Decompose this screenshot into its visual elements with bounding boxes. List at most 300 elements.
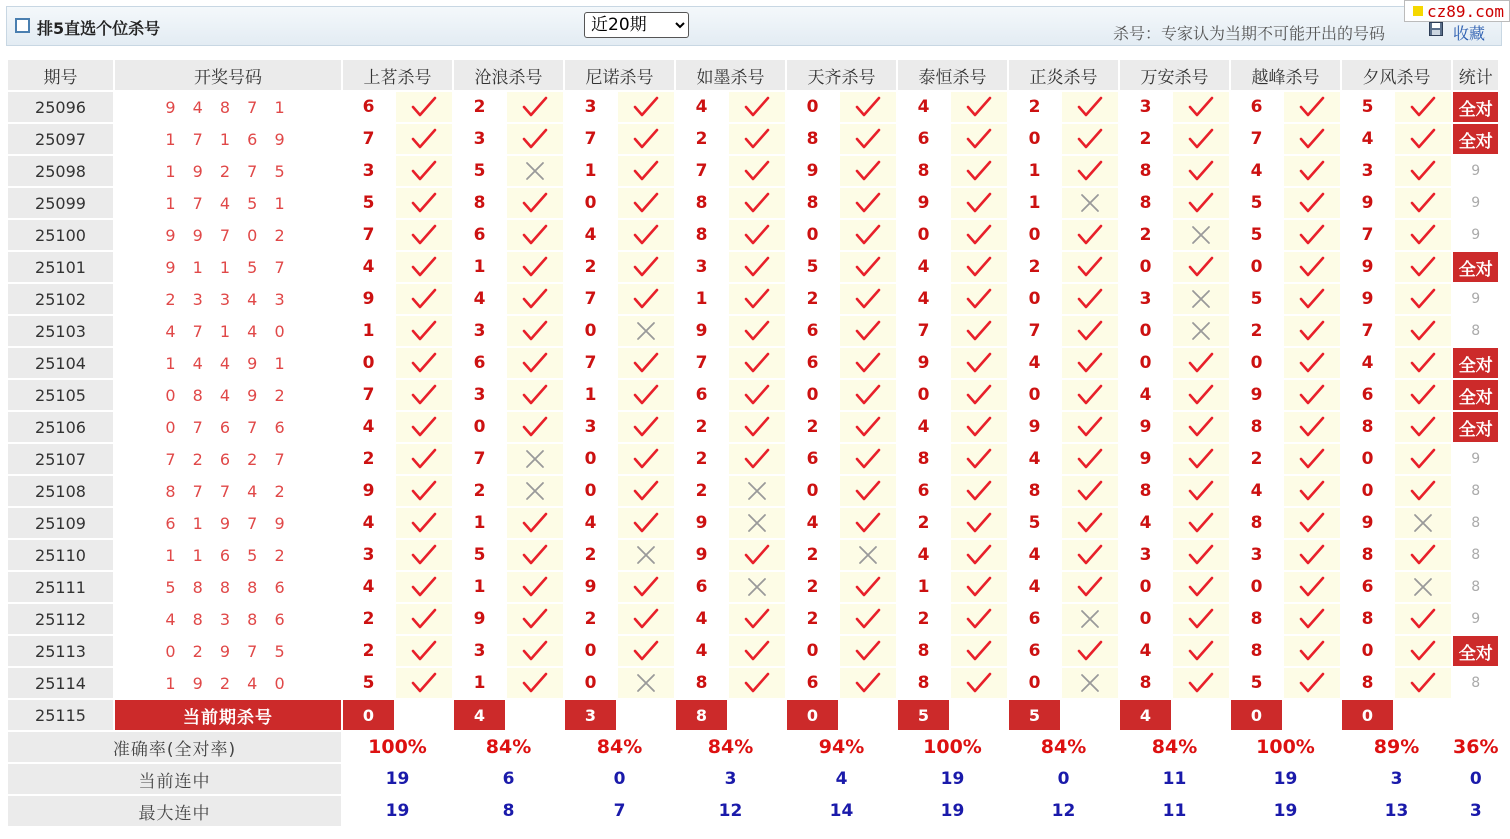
hit-mark-cell [396, 316, 452, 346]
current-streak-value: 0 [565, 764, 674, 794]
check-icon [522, 640, 548, 662]
kill-number-cell: 7 [565, 284, 616, 314]
max-streak-value: 19 [1231, 796, 1340, 826]
check-icon [744, 384, 770, 406]
check-icon [411, 416, 437, 438]
kill-number-cell: 3 [565, 412, 616, 442]
kill-number-table [6, 58, 1500, 828]
draw-numbers-cell: 0 2 9 7 5 [115, 636, 341, 666]
check-icon [1077, 576, 1103, 598]
miss-mark-cell [1062, 668, 1118, 698]
hit-mark-cell [729, 156, 785, 186]
hit-mark-cell [1062, 380, 1118, 410]
check-icon [411, 192, 437, 214]
check-icon [1077, 224, 1103, 246]
col-header-expert[interactable]: 泰恒杀号 [898, 60, 1007, 90]
hit-mark-cell [729, 92, 785, 122]
kill-number-cell: 8 [1009, 476, 1060, 506]
kill-number-cell: 0 [1342, 444, 1393, 474]
kill-number-cell: 6 [787, 668, 838, 698]
hit-mark-cell [507, 124, 563, 154]
kill-number-cell: 9 [676, 508, 727, 538]
col-header-expert[interactable]: 正炎杀号 [1009, 60, 1118, 90]
check-icon [633, 608, 659, 630]
accuracy-value: 100% [1231, 732, 1340, 762]
empty-cell [951, 700, 1007, 730]
check-icon [522, 576, 548, 598]
kill-number-cell: 7 [1342, 220, 1393, 250]
table-row [8, 156, 1498, 186]
check-icon [855, 384, 881, 406]
current-streak-value: 0 [1009, 764, 1118, 794]
hit-mark-cell [1173, 124, 1229, 154]
draw-numbers-cell: 9 1 1 5 7 [115, 252, 341, 282]
kill-number-cell: 7 [1231, 124, 1282, 154]
check-icon [411, 608, 437, 630]
empty-cell [618, 700, 674, 730]
check-icon [1299, 416, 1325, 438]
empty-cell [1284, 700, 1340, 730]
cross-icon [1077, 192, 1103, 214]
miss-mark-cell [1062, 604, 1118, 634]
hit-mark-cell [729, 380, 785, 410]
draw-numbers-cell: 1 4 4 9 1 [115, 348, 341, 378]
kill-number-cell: 2 [787, 284, 838, 314]
hit-mark-cell [507, 92, 563, 122]
hit-mark-cell [840, 572, 896, 602]
hit-mark-cell [840, 604, 896, 634]
draw-numbers-cell: 7 2 6 2 7 [115, 444, 341, 474]
check-icon [1188, 576, 1214, 598]
hit-mark-cell [396, 380, 452, 410]
period-cell: 25104 [8, 348, 113, 378]
cross-icon [744, 480, 770, 502]
hit-mark-cell [951, 220, 1007, 250]
check-icon [1410, 288, 1436, 310]
max-streak-value: 11 [1120, 796, 1229, 826]
check-icon [1299, 672, 1325, 694]
check-icon [1077, 384, 1103, 406]
empty-cell [396, 700, 452, 730]
miss-mark-cell [507, 156, 563, 186]
check-icon [522, 352, 548, 374]
hit-mark-cell [1395, 540, 1451, 570]
check-icon [966, 448, 992, 470]
favorite-link[interactable]: 收藏 [1453, 24, 1486, 43]
current-kill-number: 0 [787, 700, 838, 730]
kill-number-cell: 4 [343, 252, 394, 282]
check-icon [522, 320, 548, 342]
hit-mark-cell [1395, 188, 1451, 218]
hit-mark-cell [396, 668, 452, 698]
check-icon [1188, 128, 1214, 150]
kill-number-cell: 6 [1009, 604, 1060, 634]
hit-mark-cell [396, 220, 452, 250]
kill-number-cell: 4 [1120, 636, 1171, 666]
hit-mark-cell [951, 668, 1007, 698]
kill-number-cell: 6 [787, 444, 838, 474]
kill-number-cell: 0 [1342, 636, 1393, 666]
kill-number-cell: 2 [676, 412, 727, 442]
kill-number-cell: 3 [1120, 92, 1171, 122]
check-icon [1299, 128, 1325, 150]
current-streak-row [8, 764, 1498, 794]
check-icon [633, 480, 659, 502]
check-icon [744, 160, 770, 182]
kill-number-cell: 8 [898, 156, 949, 186]
hit-mark-cell [1062, 348, 1118, 378]
col-header-expert[interactable]: 沧浪杀号 [454, 60, 563, 90]
check-icon [633, 576, 659, 598]
current-kill-label: 当前期杀号 [115, 700, 341, 730]
hit-mark-cell [1173, 508, 1229, 538]
hit-mark-cell [507, 348, 563, 378]
hit-mark-cell [1062, 444, 1118, 474]
all-correct-badge: 全对 [1453, 348, 1498, 378]
period-select[interactable] [584, 12, 689, 38]
check-icon [1299, 288, 1325, 310]
kill-number-cell: 4 [898, 540, 949, 570]
check-icon [1410, 320, 1436, 342]
check-icon [633, 416, 659, 438]
check-icon [1299, 352, 1325, 374]
check-icon [1410, 96, 1436, 118]
check-icon [522, 224, 548, 246]
kill-number-cell: 0 [1231, 572, 1282, 602]
accuracy-value: 84% [454, 732, 563, 762]
kill-number-cell: 8 [1342, 604, 1393, 634]
kill-number-cell: 3 [1120, 284, 1171, 314]
kill-number-cell: 7 [454, 444, 505, 474]
kill-number-cell: 7 [343, 220, 394, 250]
check-icon [744, 448, 770, 470]
kill-number-cell: 8 [1342, 668, 1393, 698]
kill-number-cell: 6 [1342, 380, 1393, 410]
period-cell: 25115 [8, 700, 113, 730]
check-icon [966, 544, 992, 566]
check-icon [411, 576, 437, 598]
hit-mark-cell [1395, 636, 1451, 666]
empty-cell [1453, 700, 1498, 730]
current-kill-number: 8 [676, 700, 727, 730]
hit-mark-cell [1173, 188, 1229, 218]
cross-icon [744, 512, 770, 534]
accuracy-value: 84% [565, 732, 674, 762]
site-badge-text: cz89.com [1427, 2, 1505, 21]
save-icon[interactable] [1429, 22, 1443, 36]
table-row [8, 252, 1498, 282]
check-icon [411, 480, 437, 502]
kill-number-cell: 9 [565, 572, 616, 602]
col-header-expert[interactable]: 越峰杀号 [1231, 60, 1340, 90]
check-icon [411, 256, 437, 278]
empty-cell [507, 700, 563, 730]
hit-mark-cell [729, 348, 785, 378]
col-header-period: 期号 [8, 60, 113, 90]
check-icon [1077, 320, 1103, 342]
hit-mark-cell [1284, 572, 1340, 602]
kill-number-cell: 9 [1342, 508, 1393, 538]
check-icon [411, 384, 437, 406]
kill-number-cell: 7 [565, 124, 616, 154]
draw-numbers-cell: 2 3 3 4 3 [115, 284, 341, 314]
check-icon [1077, 160, 1103, 182]
hit-mark-cell [951, 380, 1007, 410]
hit-mark-cell [951, 572, 1007, 602]
kill-number-cell: 8 [676, 220, 727, 250]
hit-mark-cell [618, 156, 674, 186]
empty-cell [1173, 700, 1229, 730]
current-streak-value: 3 [676, 764, 785, 794]
kill-number-cell: 2 [343, 604, 394, 634]
draw-numbers-cell: 4 7 1 4 0 [115, 316, 341, 346]
hit-mark-cell [396, 636, 452, 666]
accuracy-row-label: 准确率(全对率) [8, 732, 341, 762]
hit-mark-cell [1395, 412, 1451, 442]
hit-mark-cell [1284, 348, 1340, 378]
kill-number-cell: 4 [565, 508, 616, 538]
hit-mark-cell [618, 444, 674, 474]
period-cell: 25100 [8, 220, 113, 250]
kill-number-cell: 3 [454, 316, 505, 346]
check-icon [633, 192, 659, 214]
kill-number-cell: 8 [898, 636, 949, 666]
check-icon [1410, 128, 1436, 150]
check-icon [1077, 544, 1103, 566]
check-icon [966, 128, 992, 150]
col-header-expert[interactable]: 天齐杀号 [787, 60, 896, 90]
stat-count-cell: 8 [1453, 540, 1498, 570]
hit-mark-cell [951, 636, 1007, 666]
check-icon [855, 576, 881, 598]
kill-number-cell: 2 [1231, 444, 1282, 474]
check-icon [1077, 96, 1103, 118]
period-cell: 25105 [8, 380, 113, 410]
current-streak-value: 6 [454, 764, 563, 794]
kill-number-cell: 8 [787, 188, 838, 218]
draw-numbers-cell: 0 7 6 7 6 [115, 412, 341, 442]
check-icon [1188, 384, 1214, 406]
kill-number-cell: 7 [565, 348, 616, 378]
hit-mark-cell [1395, 348, 1451, 378]
kill-number-cell: 4 [1342, 124, 1393, 154]
hit-mark-cell [396, 604, 452, 634]
col-header-expert[interactable]: 万安杀号 [1120, 60, 1229, 90]
check-icon [1299, 192, 1325, 214]
hit-mark-cell [729, 124, 785, 154]
hit-mark-cell [1062, 540, 1118, 570]
check-icon [633, 160, 659, 182]
table-row [8, 572, 1498, 602]
hit-mark-cell [951, 412, 1007, 442]
kill-number-cell: 4 [343, 572, 394, 602]
check-icon [1188, 544, 1214, 566]
hit-mark-cell [396, 252, 452, 282]
hit-mark-cell [1395, 444, 1451, 474]
check-icon [633, 640, 659, 662]
col-header-expert[interactable]: 夕风杀号 [1342, 60, 1451, 90]
check-icon [633, 256, 659, 278]
kill-number-cell: 4 [343, 412, 394, 442]
empty-cell [1062, 700, 1118, 730]
kill-number-cell: 3 [454, 636, 505, 666]
cross-icon [633, 320, 659, 342]
check-icon [1077, 640, 1103, 662]
cross-icon [1410, 576, 1436, 598]
check-icon [966, 480, 992, 502]
kill-number-cell: 7 [343, 380, 394, 410]
draw-numbers-cell: 1 7 4 5 1 [115, 188, 341, 218]
draw-numbers-cell: 5 8 8 8 6 [115, 572, 341, 602]
miss-mark-cell [1395, 508, 1451, 538]
hit-mark-cell [1284, 316, 1340, 346]
check-icon [855, 672, 881, 694]
kill-number-cell: 0 [787, 476, 838, 506]
hit-mark-cell [1062, 572, 1118, 602]
col-header-expert[interactable]: 如墨杀号 [676, 60, 785, 90]
kill-number-cell: 8 [1120, 476, 1171, 506]
miss-mark-cell [618, 316, 674, 346]
draw-numbers-cell: 9 9 7 0 2 [115, 220, 341, 250]
kill-number-cell: 0 [787, 220, 838, 250]
kill-number-cell: 2 [787, 572, 838, 602]
check-icon [1410, 256, 1436, 278]
hit-mark-cell [840, 220, 896, 250]
check-icon [411, 640, 437, 662]
current-streak-value: 19 [343, 764, 452, 794]
check-icon [411, 448, 437, 470]
kill-number-cell: 8 [1342, 540, 1393, 570]
cross-icon [1077, 608, 1103, 630]
check-icon [1077, 256, 1103, 278]
check-icon [1410, 544, 1436, 566]
check-icon [855, 512, 881, 534]
kill-number-cell: 0 [565, 316, 616, 346]
check-icon [411, 672, 437, 694]
table-row [8, 540, 1498, 570]
col-header-expert[interactable]: 尼诺杀号 [565, 60, 674, 90]
kill-number-cell: 3 [454, 380, 505, 410]
stat-count-cell: 8 [1453, 508, 1498, 538]
kill-number-cell: 9 [1120, 444, 1171, 474]
kill-number-cell: 2 [565, 540, 616, 570]
check-icon [1188, 192, 1214, 214]
stat-count-cell: 8 [1453, 476, 1498, 506]
draw-numbers-cell: 6 1 9 7 9 [115, 508, 341, 538]
table-row [8, 124, 1498, 154]
col-header-expert[interactable]: 上茗杀号 [343, 60, 452, 90]
kill-number-cell: 2 [1231, 316, 1282, 346]
check-icon [1299, 480, 1325, 502]
current-streak-value: 19 [1231, 764, 1340, 794]
hit-mark-cell [1173, 348, 1229, 378]
hit-mark-cell [1284, 604, 1340, 634]
accuracy-value: 84% [1009, 732, 1118, 762]
check-icon [1299, 320, 1325, 342]
period-cell: 25113 [8, 636, 113, 666]
hit-mark-cell [1173, 156, 1229, 186]
hit-mark-cell [507, 540, 563, 570]
check-icon [744, 352, 770, 374]
hit-mark-cell [1395, 604, 1451, 634]
check-icon [1299, 544, 1325, 566]
hit-mark-cell [840, 124, 896, 154]
kill-number-cell: 0 [1342, 476, 1393, 506]
site-badge[interactable] [1404, 0, 1510, 22]
check-icon [744, 640, 770, 662]
period-cell: 25111 [8, 572, 113, 602]
max-streak-value: 12 [676, 796, 785, 826]
period-cell: 25102 [8, 284, 113, 314]
check-icon [966, 224, 992, 246]
hit-mark-cell [1062, 476, 1118, 506]
current-kill-number: 5 [1009, 700, 1060, 730]
check-icon [744, 544, 770, 566]
draw-numbers-cell: 1 7 1 6 9 [115, 124, 341, 154]
kill-number-cell: 6 [454, 348, 505, 378]
check-icon [855, 480, 881, 502]
hit-mark-cell [1395, 284, 1451, 314]
kill-number-cell: 2 [1009, 92, 1060, 122]
hit-mark-cell [618, 508, 674, 538]
draw-numbers-cell: 1 9 2 4 0 [115, 668, 341, 698]
kill-number-cell: 0 [1120, 252, 1171, 282]
kill-number-cell: 9 [1342, 188, 1393, 218]
kill-number-cell: 2 [454, 92, 505, 122]
accuracy-value: 84% [676, 732, 785, 762]
hit-mark-cell [618, 252, 674, 282]
current-kill-number: 4 [454, 700, 505, 730]
hit-mark-cell [840, 156, 896, 186]
check-icon [1410, 480, 1436, 502]
period-cell: 25097 [8, 124, 113, 154]
hit-mark-cell [840, 508, 896, 538]
kill-number-cell: 7 [676, 156, 727, 186]
check-icon [744, 288, 770, 310]
hit-mark-cell [1284, 156, 1340, 186]
hit-mark-cell [1062, 412, 1118, 442]
hit-mark-cell [1284, 380, 1340, 410]
kill-number-cell: 4 [898, 412, 949, 442]
check-icon [633, 512, 659, 534]
kill-number-cell: 9 [1120, 412, 1171, 442]
hit-mark-cell [1173, 572, 1229, 602]
table-row [8, 188, 1498, 218]
table-row [8, 604, 1498, 634]
kill-number-cell: 2 [454, 476, 505, 506]
check-icon [411, 128, 437, 150]
kill-number-cell: 6 [898, 476, 949, 506]
hit-mark-cell [1173, 444, 1229, 474]
square-icon [15, 18, 30, 33]
all-correct-badge: 全对 [1453, 412, 1498, 442]
period-cell: 25107 [8, 444, 113, 474]
kill-number-cell: 5 [343, 668, 394, 698]
period-cell: 25096 [8, 92, 113, 122]
hit-mark-cell [840, 92, 896, 122]
hit-mark-cell [729, 412, 785, 442]
kill-number-cell: 6 [1231, 92, 1282, 122]
draw-numbers-cell: 1 9 2 7 5 [115, 156, 341, 186]
kill-number-cell: 1 [454, 252, 505, 282]
kill-number-cell: 4 [1009, 444, 1060, 474]
cross-icon [1410, 512, 1436, 534]
max-streak-value: 14 [787, 796, 896, 826]
hit-mark-cell [507, 380, 563, 410]
check-icon [1188, 256, 1214, 278]
notice-text: 杀号：专家认为当期不可能开出的号码 [1113, 24, 1386, 43]
period-cell: 25114 [8, 668, 113, 698]
